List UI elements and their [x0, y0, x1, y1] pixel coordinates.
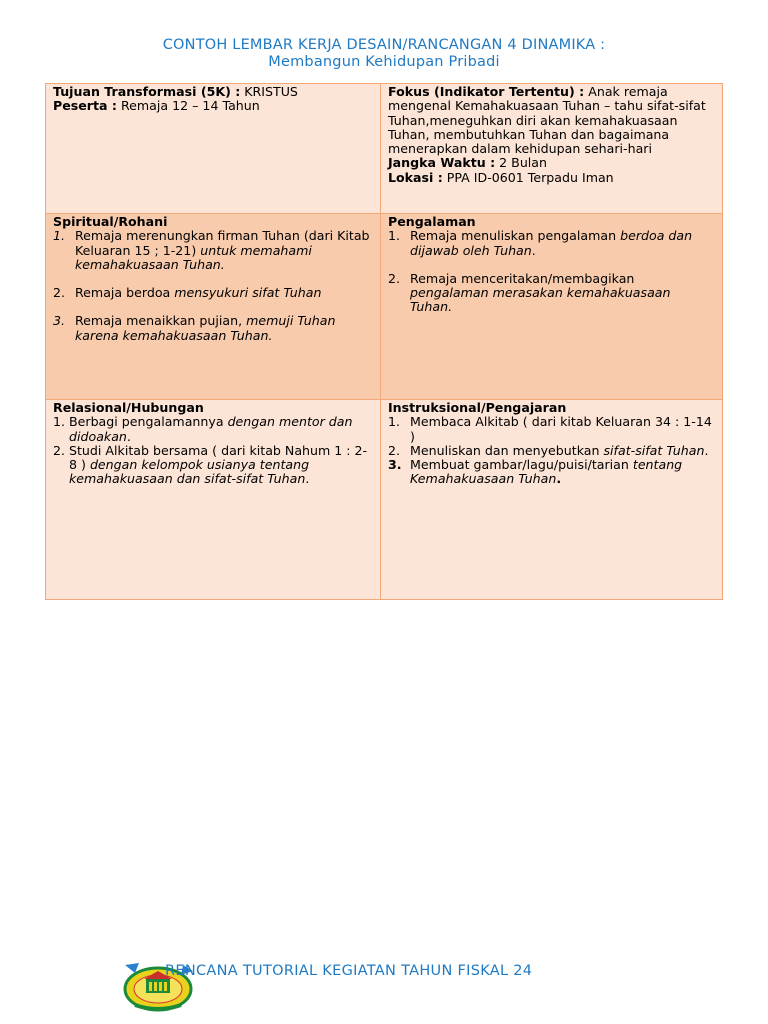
list-number: 2. — [388, 270, 401, 286]
pengalaman-heading: Pengalaman — [388, 214, 476, 229]
item-text: Berbagi pengalamannya — [69, 414, 228, 430]
instruksional-heading: Instruksional/Pengajaran — [388, 400, 567, 415]
list-item — [53, 415, 373, 444]
relasional-list — [53, 415, 373, 486]
cell-tujuan — [46, 84, 381, 214]
list-item — [388, 272, 715, 315]
item-italic: memuji Tuhan karena kemahakuasaan Tuhan. — [75, 313, 336, 343]
tujuan-line — [53, 85, 373, 99]
page-subtitle: Membangun Kehidupan Pribadi — [268, 54, 500, 70]
item-italic: tentang Kemahakuasaan Tuhan — [410, 457, 683, 487]
lokasi-label: Lokasi : — [388, 169, 443, 185]
list-item — [388, 444, 715, 458]
list-number: 3. — [53, 313, 66, 329]
list-number: 1. — [53, 414, 66, 430]
item-tail: . — [126, 428, 131, 444]
relasional-heading: Relasional/Hubungan — [53, 400, 204, 415]
footer-text: RENCANA TUTORIAL KEGIATAN TAHUN FISKAL 24 — [165, 963, 533, 979]
list-item — [53, 229, 373, 272]
item-text: Remaja menaikkan pujian, — [75, 313, 247, 329]
item-text: Remaja menceritakan/membagikan — [410, 270, 635, 286]
item-text: Remaja menuliskan pengalaman — [410, 228, 621, 244]
tujuan-value: KRISTUS — [240, 84, 298, 99]
list-number: 3. — [388, 457, 402, 473]
item-text: Membuat gambar/lagu/puisi/tarian — [410, 457, 633, 473]
list-number: 1. — [388, 228, 401, 244]
page-title: CONTOH LEMBAR KERJA DESAIN/RANCANGAN 4 DINAMIKA : — [162, 37, 606, 53]
item-text: Studi Alkitab bersama ( dari kitab Nahum 1 : 2-8 ) — [69, 442, 368, 473]
fokus-line — [388, 85, 715, 156]
list-item — [388, 415, 715, 444]
lokasi-value: PPA ID-0601 Terpadu Iman — [442, 169, 614, 185]
item-italic: untuk memahami kemahakuasaan Tuhan. — [75, 242, 312, 272]
list-number: 2. — [53, 442, 66, 458]
peserta-value: Remaja 12 – 14 Tahun — [116, 98, 260, 114]
jangka-line — [388, 156, 715, 170]
item-text: Membaca Alkitab ( dari kitab Keluaran 34 : 1-14 ) — [410, 414, 712, 444]
item-text: Menuliskan dan menyebutkan — [410, 442, 604, 458]
list-item — [53, 314, 373, 343]
item-italic: sifat-sifat Tuhan — [603, 442, 705, 458]
worksheet-table — [45, 83, 723, 600]
cell-relasional — [46, 400, 381, 600]
fokus-label: Fokus (Indikator Tertentu) : — [388, 84, 585, 99]
cell-fokus — [381, 84, 723, 214]
list-number: 2. — [53, 285, 66, 301]
item-text: Remaja berdoa — [75, 285, 175, 301]
item-italic: berdoa dan dijawab oleh Tuhan — [410, 228, 693, 258]
list-item — [388, 458, 715, 487]
item-italic: mensyukuri sifat Tuhan — [174, 285, 322, 301]
jangka-label: Jangka Waktu : — [388, 155, 496, 171]
item-italic: pengalaman merasakan kemahakuasaan Tuhan. — [410, 285, 671, 315]
item-tail: . — [305, 471, 310, 487]
cell-spiritual — [46, 214, 381, 400]
peserta-line — [53, 99, 373, 113]
spiritual-heading: Spiritual/Rohani — [53, 214, 168, 229]
item-text: Remaja merenungkan firman Tuhan (dari Kitab Keluaran 15 ; 1-21) — [75, 228, 370, 258]
jangka-value: 2 Bulan — [495, 155, 547, 171]
cell-instruksional — [381, 400, 723, 600]
item-tail: . — [531, 242, 536, 258]
instruksional-list — [388, 415, 715, 486]
peserta-label: Peserta : — [53, 98, 117, 114]
lokasi-line — [388, 171, 715, 185]
list-number: 1. — [53, 228, 66, 244]
spiritual-list — [53, 229, 373, 343]
fokus-value: Anak remaja mengenal Kemahakuasaan Tuhan – tahu sifat-sifat Tuhan,meneguhkan diri akan kemahakuasaan Tuhan, membutuhkan Tuhan dan bagaimana menerapkan dalam kehidupan sehari-hari — [388, 84, 706, 157]
pengalaman-list — [388, 229, 715, 314]
list-item — [53, 444, 373, 487]
cell-pengalaman — [381, 214, 723, 400]
list-item — [388, 229, 715, 258]
item-tail: . — [704, 442, 709, 458]
list-item — [53, 286, 373, 300]
list-number: 1. — [388, 414, 401, 430]
item-italic: dengan mentor dan didoakan — [69, 414, 353, 444]
list-number: 2. — [388, 442, 401, 458]
item-italic: dengan kelompok usianya tentang kemahakuasaan dan sifat-sifat Tuhan — [69, 457, 310, 487]
tujuan-label: Tujuan Transformasi (5K) : — [53, 84, 241, 99]
item-tail: . — [556, 471, 562, 487]
